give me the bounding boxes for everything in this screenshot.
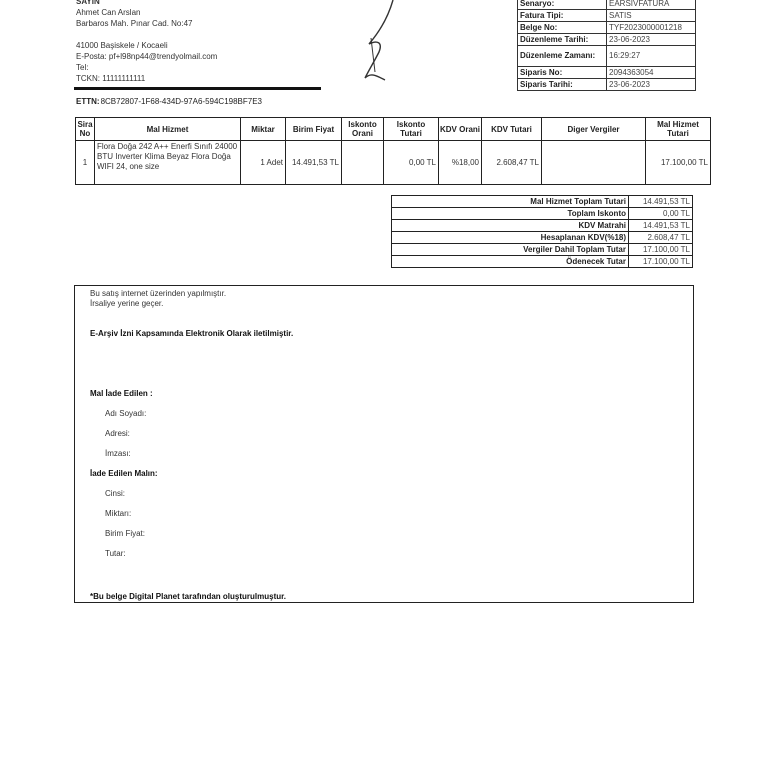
cell-vat-rate: %18,00: [439, 141, 482, 185]
buyer-divider: [74, 87, 321, 90]
info-key: Düzenleme Zamanı:: [518, 46, 607, 67]
totals-value: 2.608,47 TL: [629, 232, 693, 244]
info-value: 23-06-2023: [607, 79, 696, 91]
buyer-tel: Tel:: [76, 63, 89, 72]
note-line-1: Bu satış internet üzerinden yapılmıştır.: [90, 289, 227, 298]
col-header: KDV Tutari: [482, 118, 542, 141]
col-header: Mal Hizmet: [95, 118, 241, 141]
info-value: 2094363054: [607, 67, 696, 79]
col-header: Miktar: [241, 118, 286, 141]
info-row: [518, 34, 696, 46]
cell-disc-amount: 0,00 TL: [384, 141, 439, 185]
note-line-2: İrsaliye yerine geçer.: [90, 299, 164, 308]
table-row: [76, 141, 711, 185]
buyer-email: E-Posta: pf+l98np44@trendyolmail.com: [76, 52, 218, 61]
cell-other-tax: [542, 141, 646, 185]
cell-desc: Flora Doğa 242 A++ Enerfi Sınıfı 24000 BTU Inverter Klima Beyaz Flora Doğa WIFI 24, one size: [95, 141, 241, 185]
buyer-address-2: 41000 Başiskele / Kocaeli: [76, 41, 168, 50]
signature-icon: [355, 0, 415, 90]
info-value: EARSIVFATURA: [607, 0, 696, 10]
totals-key: Mal Hizmet Toplam Tutari: [392, 196, 629, 208]
col-header: Iskonto Orani: [342, 118, 384, 141]
totals-value: 0,00 TL: [629, 208, 693, 220]
col-header: Diger Vergiler: [542, 118, 646, 141]
cell-qty: 1 Adet: [241, 141, 286, 185]
invoice-info-table: [517, 0, 696, 91]
totals-row: [392, 256, 693, 268]
note-signature: İmzası:: [105, 449, 131, 458]
info-row: [518, 0, 696, 10]
note-unit-price: Birim Fiyat:: [105, 529, 145, 538]
buyer-name: Ahmet Can Arslan: [76, 8, 141, 17]
note-quantity: Miktarı:: [105, 509, 132, 518]
totals-key: Ödenecek Tutar: [392, 256, 629, 268]
info-key: Belge No:: [518, 22, 607, 34]
totals-key: Hesaplanan KDV(%18): [392, 232, 629, 244]
totals-value: 17.100,00 TL: [629, 256, 693, 268]
info-row: [518, 79, 696, 91]
totals-key: KDV Matrahi: [392, 220, 629, 232]
ettn-label: ETTN:: [76, 97, 100, 106]
ettn-value: 8CB72807-1F68-434D-97A6-594C198BF7E3: [100, 97, 262, 106]
note-earsiv: E-Arşiv İzni Kapsamında Elektronik Olarak iletilmiştir.: [90, 329, 294, 338]
col-header: Iskonto Tutari: [384, 118, 439, 141]
col-header: Mal Hizmet Tutari: [646, 118, 711, 141]
cell-total: 17.100,00 TL: [646, 141, 711, 185]
totals-row: [392, 196, 693, 208]
info-key: Siparis No:: [518, 67, 607, 79]
info-row: [518, 22, 696, 34]
buyer-tckn: TCKN: 11111111111: [76, 74, 146, 83]
totals-value: 17.100,00 TL: [629, 244, 693, 256]
items-table: [75, 117, 711, 185]
info-key: Düzenleme Tarihi:: [518, 34, 607, 46]
cell-disc-rate: [342, 141, 384, 185]
note-return-header: Mal İade Edilen :: [90, 389, 153, 398]
cell-unit-price: 14.491,53 TL: [286, 141, 342, 185]
note-name: Adı Soyadı:: [105, 409, 147, 418]
totals-row: [392, 232, 693, 244]
info-value: 23-06-2023: [607, 34, 696, 46]
notes-box: [74, 285, 694, 603]
cell-vat-amount: 2.608,47 TL: [482, 141, 542, 185]
info-value: SATIS: [607, 10, 696, 22]
buyer-block: [76, 0, 326, 84]
info-key: Senaryo:: [518, 0, 607, 10]
note-amount: Tutar:: [105, 549, 126, 558]
info-row: [518, 46, 696, 67]
totals-value: 14.491,53 TL: [629, 220, 693, 232]
info-row: [518, 67, 696, 79]
note-footer: *Bu belge Digital Planet tarafından oluşturulmuştur.: [90, 592, 287, 601]
note-goods-header: İade Edilen Malın:: [90, 469, 158, 478]
items-header-row: [76, 118, 711, 141]
ettn-line: [76, 97, 262, 106]
totals-key: Vergiler Dahil Toplam Tutar: [392, 244, 629, 256]
totals-row: [392, 244, 693, 256]
col-header: KDV Orani: [439, 118, 482, 141]
totals-row: [392, 220, 693, 232]
info-value: TYF2023000001218: [607, 22, 696, 34]
note-kind: Cinsi:: [105, 489, 126, 498]
buyer-address-1: Barbaros Mah. Pınar Cad. No:47: [76, 19, 193, 28]
col-header: Birim Fiyat: [286, 118, 342, 141]
cell-no: 1: [76, 141, 95, 185]
totals-row: [392, 208, 693, 220]
info-value: 16:29:27: [607, 46, 696, 67]
totals-table: [391, 195, 693, 268]
buyer-header: SAYIN: [76, 0, 100, 6]
info-key: Fatura Tipi:: [518, 10, 607, 22]
note-address: Adresi:: [105, 429, 130, 438]
info-row: [518, 10, 696, 22]
col-header: Sira No: [76, 118, 95, 141]
totals-value: 14.491,53 TL: [629, 196, 693, 208]
info-key: Siparis Tarihi:: [518, 79, 607, 91]
totals-key: Toplam Iskonto: [392, 208, 629, 220]
